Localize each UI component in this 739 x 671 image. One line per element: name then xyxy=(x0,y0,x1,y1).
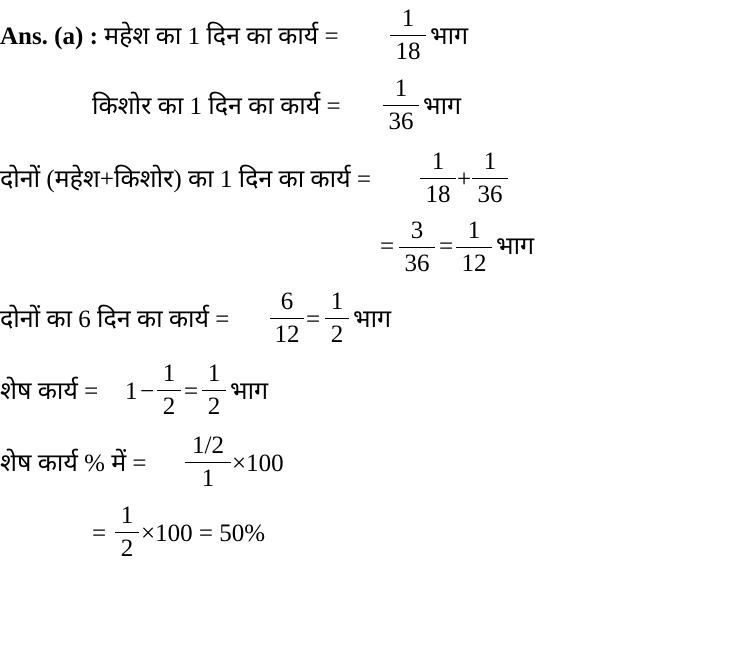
denominator: 12 xyxy=(274,321,300,348)
denominator: 18 xyxy=(395,38,421,65)
equals-sign: = xyxy=(380,233,395,260)
denominator: 36 xyxy=(477,181,503,208)
fraction-bar xyxy=(270,318,304,319)
fraction-half-over-1 xyxy=(185,432,231,493)
fraction-1-2 xyxy=(115,502,139,563)
unit-bhag: भाग xyxy=(353,306,392,333)
fraction-1-18 xyxy=(390,5,426,66)
fraction-1-2 xyxy=(325,288,349,349)
fraction-bar xyxy=(456,247,492,248)
fraction-1-36 xyxy=(383,75,419,136)
unit-bhag: भाग xyxy=(430,23,469,50)
denominator: 36 xyxy=(404,250,430,277)
numerator: 6 xyxy=(280,288,294,315)
fraction-bar xyxy=(420,178,456,179)
fraction-bar xyxy=(185,462,231,463)
equals-sign: = xyxy=(92,520,107,547)
denominator: 1 xyxy=(201,465,215,492)
plus-sign: + xyxy=(457,166,472,193)
numerator: 1 xyxy=(207,360,221,387)
number-one: 1 xyxy=(125,378,138,405)
numerator: 1 xyxy=(394,75,408,102)
denominator: 2 xyxy=(162,393,176,420)
minus-sign: − xyxy=(140,378,155,405)
equals-sign: = xyxy=(306,306,321,333)
fraction-1-12 xyxy=(456,217,492,278)
numerator: 1 xyxy=(431,148,445,175)
numerator: 1 xyxy=(330,288,344,315)
fraction-1-36 xyxy=(472,148,508,209)
both-work-text: दोनों (महेश+किशोर) का 1 दिन का कार्य = xyxy=(0,166,371,193)
mahesh-work-text: महेश का 1 दिन का कार्य = xyxy=(104,23,339,50)
numerator: 1 xyxy=(483,148,497,175)
denominator: 36 xyxy=(388,108,414,135)
numerator: 1 xyxy=(401,5,415,32)
result-fifty-percent: ×100 = 50% xyxy=(141,520,266,547)
fraction-bar xyxy=(157,390,181,391)
remaining-work-text: शेष कार्य = xyxy=(0,378,99,405)
numerator: 1 xyxy=(467,217,481,244)
numerator: 1 xyxy=(120,502,134,529)
fraction-bar xyxy=(383,105,419,106)
times-hundred: ×100 xyxy=(232,450,284,477)
denominator: 2 xyxy=(207,393,221,420)
unit-bhag: भाग xyxy=(230,378,269,405)
fraction-bar xyxy=(325,318,349,319)
denominator: 2 xyxy=(120,535,134,562)
denominator: 12 xyxy=(461,250,487,277)
numerator: 1/2 xyxy=(192,432,224,459)
answer-label: Ans. (a) : xyxy=(0,23,98,50)
numerator: 1 xyxy=(162,360,176,387)
fraction-3-36 xyxy=(399,217,435,278)
line-1 xyxy=(0,22,339,52)
fraction-bar xyxy=(115,532,139,533)
denominator: 2 xyxy=(330,321,344,348)
equals-sign: = xyxy=(184,378,199,405)
both-6-days-text: दोनों का 6 दिन का कार्य = xyxy=(0,306,230,333)
numerator: 3 xyxy=(410,217,424,244)
fraction-1-18 xyxy=(420,148,456,209)
equals-sign: = xyxy=(439,233,454,260)
fraction-1-2 xyxy=(157,360,181,421)
fraction-bar xyxy=(472,178,508,179)
fraction-bar xyxy=(202,390,226,391)
kishor-work-text: किशोर का 1 दिन का कार्य = xyxy=(92,93,341,120)
fraction-bar xyxy=(399,247,435,248)
remaining-percent-text: शेष कार्य % में = xyxy=(0,450,147,477)
unit-bhag: भाग xyxy=(496,233,535,260)
fraction-6-12 xyxy=(270,288,304,349)
unit-bhag: भाग xyxy=(423,93,462,120)
fraction-bar xyxy=(390,35,426,36)
fraction-1-2 xyxy=(202,360,226,421)
denominator: 18 xyxy=(425,181,451,208)
